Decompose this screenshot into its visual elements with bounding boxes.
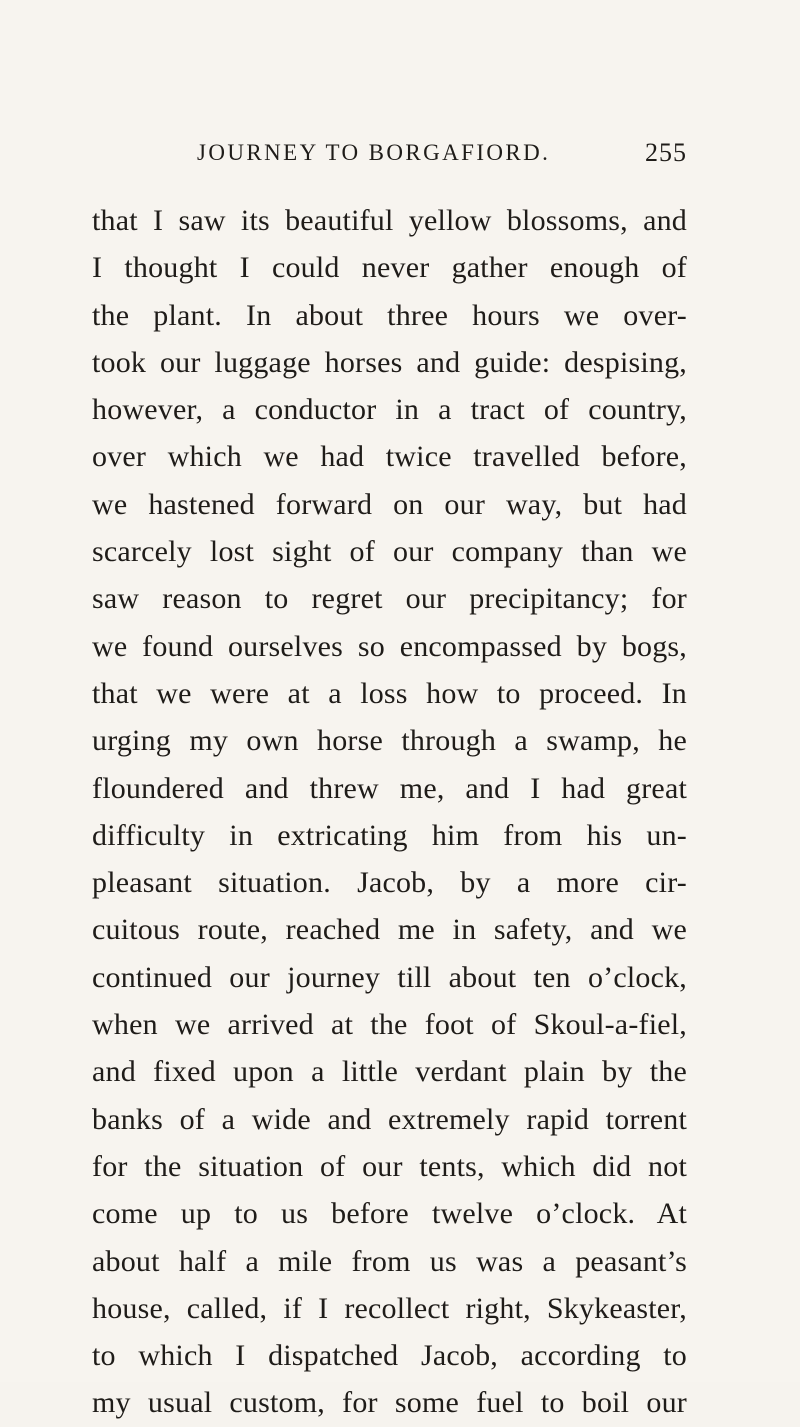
text-line: for the situation of our tents, which did not: [92, 1149, 687, 1183]
running-head: [92, 138, 687, 178]
text-line: pleasant situation. Jacob, by a more cir-: [92, 866, 687, 900]
text-line: took our luggage horses and guide: despising,: [92, 345, 687, 379]
text-line: over which we had twice travelled before,: [92, 440, 687, 474]
text-line: to which I dispatched Jacob, according to: [92, 1339, 687, 1373]
text-line: that we were at a loss how to proceed. In: [92, 676, 687, 710]
running-title: JOURNEY TO BORGAFIORD.: [197, 140, 551, 165]
text-line: when we arrived at the foot of Skoul-a-fiel,: [92, 1008, 687, 1042]
body-text: [92, 197, 687, 1427]
text-line: continued our journey till about ten o’clock,: [92, 960, 687, 994]
text-line: scarcely lost sight of our company than we: [92, 535, 687, 569]
text-line: floundered and threw me, and I had great: [92, 771, 687, 805]
text-line: banks of a wide and extremely rapid torrent: [92, 1102, 687, 1136]
text-line: house, called, if I recollect right, Skykeaster,: [92, 1291, 687, 1325]
text-line: we hastened forward on our way, but had: [92, 487, 687, 521]
text-line: saw reason to regret our precipitancy; for: [92, 582, 687, 616]
text-line: cuitous route, reached me in safety, and we: [92, 913, 687, 947]
text-line: about half a mile from us was a peasant’s: [92, 1244, 687, 1278]
text-line: however, a conductor in a tract of country,: [92, 393, 687, 427]
page-number: 255: [645, 138, 687, 167]
text-line: difficulty in extricating him from his un-: [92, 818, 687, 852]
text-line: we found ourselves so encompassed by bogs,: [92, 629, 687, 663]
text-line: I thought I could never gather enough of: [92, 251, 687, 285]
text-line: come up to us before twelve o’clock. At: [92, 1197, 687, 1231]
text-line: and fixed upon a little verdant plain by the: [92, 1055, 687, 1089]
text-line: my usual custom, for some fuel to boil our: [92, 1386, 687, 1420]
text-line: the plant. In about three hours we over-: [92, 298, 687, 332]
text-line: that I saw its beautiful yellow blossoms, and: [92, 204, 687, 237]
text-line: urging my own horse through a swamp, he: [92, 724, 687, 758]
